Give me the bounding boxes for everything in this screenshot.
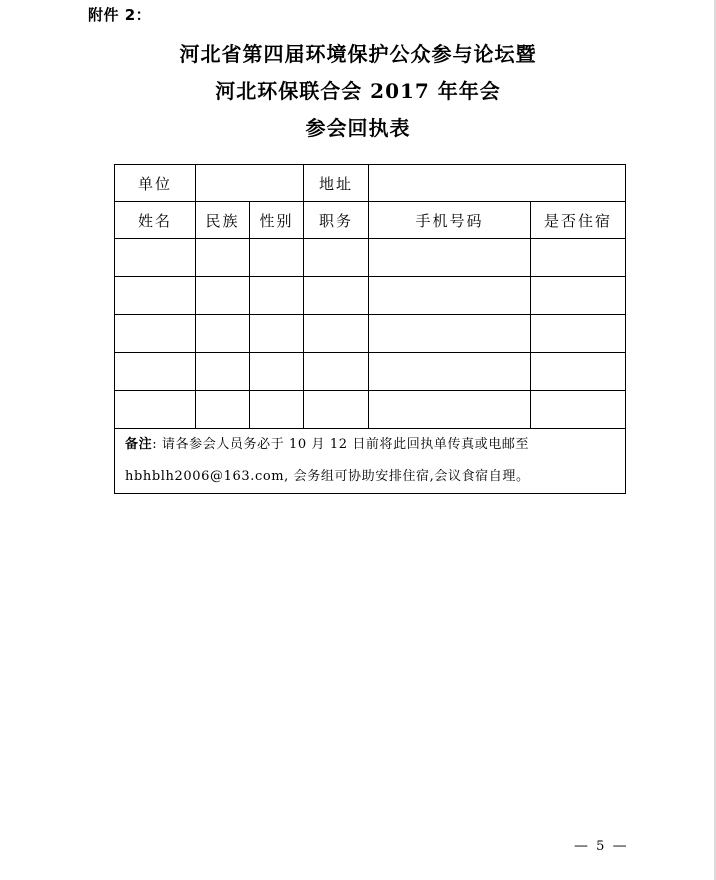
name-cell[interactable] [115,315,196,353]
table-row [115,277,626,315]
name-cell[interactable] [115,391,196,429]
mobile-cell[interactable] [369,391,531,429]
accommodation-cell[interactable] [531,391,626,429]
form-title: 参会回执表 [305,116,411,140]
unit-address-row [115,165,626,202]
header-ethnicity: 民族 [196,202,250,239]
gender-cell[interactable] [250,353,304,391]
gender-cell[interactable] [250,277,304,315]
name-cell[interactable] [115,353,196,391]
table-row [115,239,626,277]
address-label: 地址 [304,165,369,202]
header-gender: 性别 [250,202,304,239]
title-line-2: 河北环保联合会 2017 年年会 [215,79,501,103]
header-name: 姓名 [115,202,196,239]
mobile-cell[interactable] [369,315,531,353]
position-cell[interactable] [304,277,369,315]
ethnicity-cell[interactable] [196,353,250,391]
table-row [115,315,626,353]
gender-cell[interactable] [250,391,304,429]
note-label: 备注 [125,437,153,452]
header-position: 职务 [304,202,369,239]
page-number-value: 5 [596,839,607,854]
unit-field[interactable] [196,165,304,202]
unit-label: 单位 [115,165,196,202]
ethnicity-cell[interactable] [196,277,250,315]
header-accommodation: 是否住宿 [531,202,626,239]
note-text-1: : 请各参会人员务必于 10 月 12 日前将此回执单传真或电邮至 [152,437,530,452]
ethnicity-cell[interactable] [196,239,250,277]
gender-cell[interactable] [250,315,304,353]
attachment-label: 附件 2： [88,6,152,24]
position-cell[interactable] [304,391,369,429]
accommodation-cell[interactable] [531,315,626,353]
position-cell[interactable] [304,315,369,353]
mobile-cell[interactable] [369,277,531,315]
accommodation-cell[interactable] [531,277,626,315]
mobile-cell[interactable] [369,353,531,391]
dash-right-icon: — [612,838,629,854]
table-row [115,391,626,429]
header-mobile: 手机号码 [369,202,531,239]
table-row [115,353,626,391]
page-number [574,838,629,854]
name-cell[interactable] [115,239,196,277]
accommodation-cell[interactable] [531,353,626,391]
name-cell[interactable] [115,277,196,315]
mobile-cell[interactable] [369,239,531,277]
title-line-1: 河北省第四届环境保护公众参与论坛暨 [179,42,537,66]
address-field[interactable] [369,165,626,202]
note-line-2: hbhblh2006@163.com, 会务组可协助安排住宿,会议食宿自理。 [125,469,530,484]
gender-cell[interactable] [250,239,304,277]
registration-form-table [114,164,626,494]
accommodation-cell[interactable] [531,239,626,277]
ethnicity-cell[interactable] [196,315,250,353]
note-row [115,429,626,494]
position-cell[interactable] [304,239,369,277]
column-header-row [115,202,626,239]
position-cell[interactable] [304,353,369,391]
dash-left-icon: — [574,838,590,854]
note-cell [115,429,626,494]
note-line-1 [125,429,615,461]
ethnicity-cell[interactable] [196,391,250,429]
